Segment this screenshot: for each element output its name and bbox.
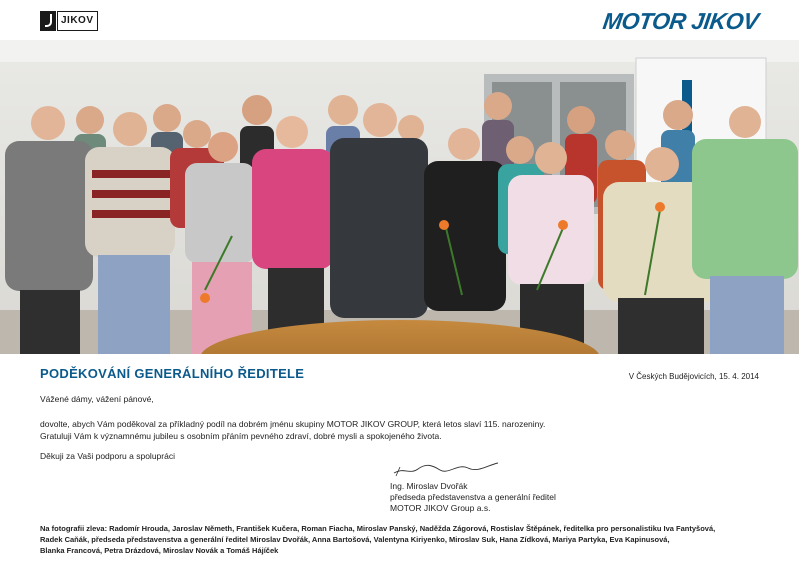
letter-body-line: Gratuluji Vám k významnému jubileu s osobním přáním pevného zdraví, dobré mysli a spokojeného života. (40, 431, 442, 441)
caption-line: Na fotografii zleva: Radomír Hrouda, Jaroslav Němeth, František Kučera, Roman Fiacha, Miroslav Panský, Naděžda Zágorová, Rostislav Štěpánek, ředitelka pro personalistiku Iva Fantyšová, (40, 524, 716, 533)
letter-title: PODĚKOVÁNÍ GENERÁLNÍHO ŘEDITELE (40, 366, 305, 381)
signatory-block (390, 481, 556, 514)
photo-caption (40, 523, 760, 556)
group-photo (0, 40, 799, 354)
signatory-company: MOTOR JIKOV Group a.s. (390, 503, 491, 513)
salutation: Vážené dámy, vážení pánové, (40, 394, 154, 404)
letter-body (40, 418, 740, 442)
caption-line: Blanka Francová, Petra Drázdová, Miroslav Novák a Tomáš Hájíček (40, 546, 279, 555)
jikov-logo-text: JIKOV (57, 11, 98, 31)
jikov-logo (40, 11, 98, 31)
page-header (0, 0, 799, 40)
thanks-line: Děkuji za Vaši podporu a spolupráci (40, 451, 175, 461)
jikov-logo-icon (40, 11, 56, 31)
letter-body-line: dovolte, abych Vám poděkoval za příkladný podíl na dobrém jménu skupiny MOTOR JIKOV GROUP, která letos slaví 115. narozeniny. (40, 419, 546, 429)
signatory-role: předseda představenstva a generální ředitel (390, 492, 556, 502)
signatory-name: Ing. Miroslav Dvořák (390, 481, 468, 491)
caption-line: Radek Caňák, předseda představenstva a generální ředitel Miroslav Dvořák, Anna Bartošová, Valentyna Kiriyenko, Miroslav Suk, Hana Zídková, Mariya Partyka, Eva Kapinusová, (40, 535, 670, 544)
motor-jikov-logo: MOTOR JIKOV (601, 8, 760, 34)
place-date: V Českých Budějovicích, 15. 4. 2014 (628, 372, 759, 381)
